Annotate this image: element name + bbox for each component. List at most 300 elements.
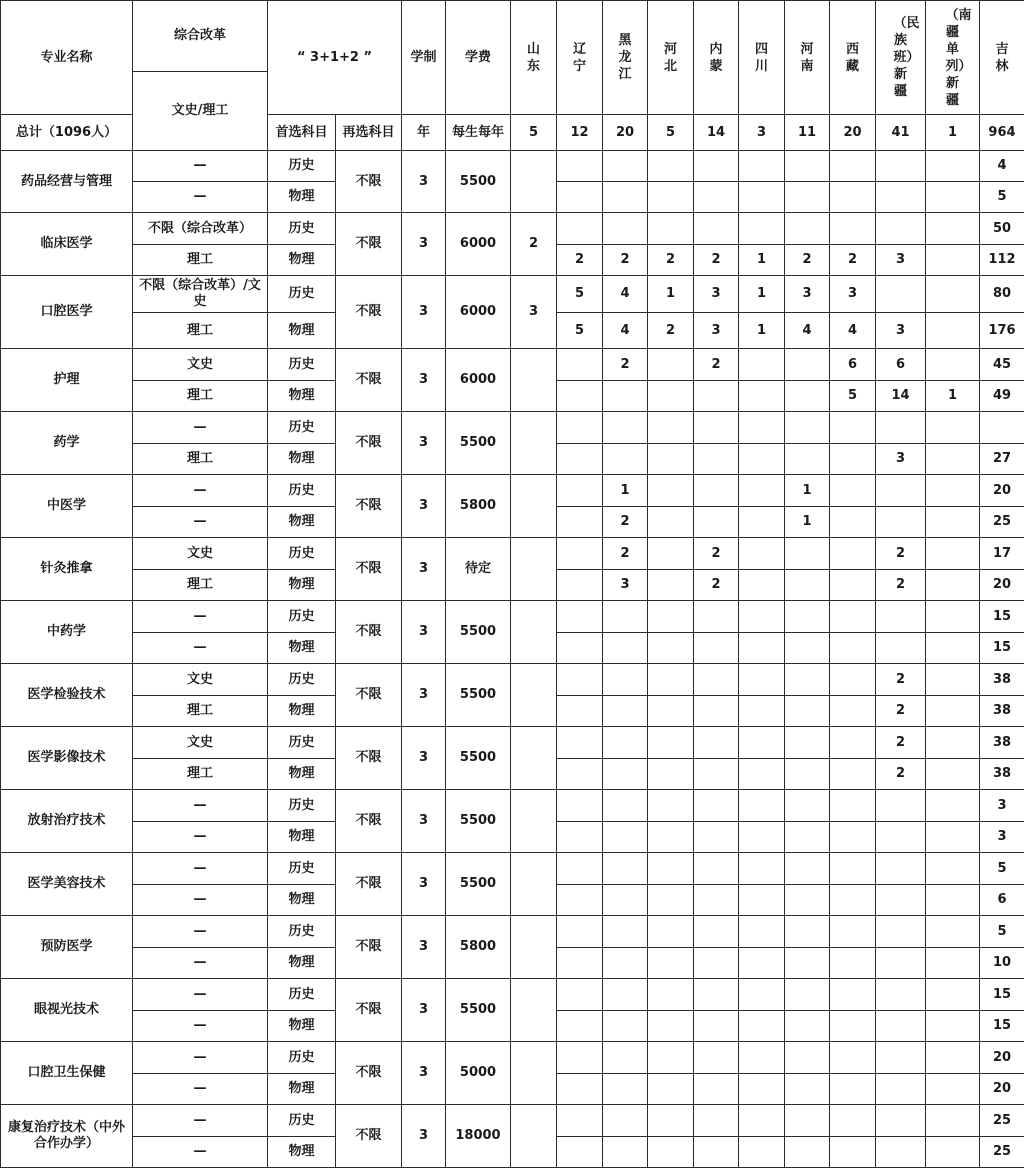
province-count: 15 [980,979,1024,1011]
province-count [511,349,557,412]
first-subject: 历史 [268,979,336,1011]
fee-value: 5800 [446,916,511,979]
province-count [648,538,694,570]
province-count [926,853,980,885]
province-count [876,1042,926,1074]
table-row [1,412,1024,444]
reform-type [133,727,268,759]
major-name-text: 医学检验技术 [5,687,129,703]
province-count [739,1137,785,1168]
reform-type [133,1011,268,1042]
province-count [557,151,603,182]
reform-type [133,916,268,948]
fee-value: 5500 [446,790,511,853]
first-subject: 历史 [268,276,336,313]
reform-type-text: — [136,861,264,877]
first-subject: 物理 [268,570,336,601]
province-count [648,1011,694,1042]
second-subject: 不限 [336,475,402,538]
province-count [557,1074,603,1105]
second-subject: 不限 [336,1105,402,1168]
reform-type [133,979,268,1011]
province-count [603,885,648,916]
reform-type [133,822,268,853]
province-count [830,916,876,948]
table-row [1,601,1024,633]
reform-type-text: — [136,1018,264,1034]
reform-type-text: 理工 [136,703,264,719]
major-name-text: 中医学 [5,498,129,514]
province-count [648,885,694,916]
province-count [739,601,785,633]
province-count: 5 [557,313,603,349]
province-count [830,182,876,213]
province-count [603,1105,648,1137]
second-subject-header: 再选科目 [336,115,402,151]
province-count [876,1011,926,1042]
province-count [876,948,926,979]
province-count [694,633,739,664]
province-header-hebei: 河北 [648,1,694,115]
province-count [694,979,739,1011]
province-count [557,570,603,601]
reform-type-text: 理工 [136,577,264,593]
province-count [603,601,648,633]
reform-type-text: 文史 [136,672,264,688]
province-count [926,475,980,507]
province-count [648,759,694,790]
total-value: 20 [603,115,648,151]
province-count [694,759,739,790]
province-count [739,1042,785,1074]
reform-type [133,313,268,349]
province-count [557,601,603,633]
major-name-text: 预防医学 [5,939,129,955]
second-subject: 不限 [336,538,402,601]
province-count [739,475,785,507]
province-count: 80 [980,276,1024,313]
province-count [603,664,648,696]
province-header-jilin: 吉林 [980,1,1024,115]
table-row [1,664,1024,696]
province-count: 3 [876,444,926,475]
province-count [603,727,648,759]
province-count: 1 [739,245,785,276]
province-count [926,790,980,822]
province-count [648,182,694,213]
province-count [557,759,603,790]
xuezhi-value: 3 [402,790,446,853]
province-count [557,885,603,916]
province-count [603,633,648,664]
first-subject: 物理 [268,696,336,727]
province-count [926,313,980,349]
year-unit: 年 [402,115,446,151]
province-count [876,213,926,245]
major-name [1,1042,133,1105]
province-count [648,381,694,412]
province-header-neimeng: 内蒙 [694,1,739,115]
province-count [785,601,830,633]
first-subject: 历史 [268,151,336,182]
province-count [694,1011,739,1042]
province-count [830,633,876,664]
table-row [1,151,1024,182]
xuezhi-header: 学制 [402,1,446,115]
province-count [830,664,876,696]
province-count [926,151,980,182]
province-count: 2 [603,245,648,276]
province-count [557,790,603,822]
province-count [694,664,739,696]
total-label: 总计（1096人） [1,115,133,151]
province-count [830,790,876,822]
reform-type [133,213,268,245]
table-row [1,790,1024,822]
xuezhi-value: 3 [402,475,446,538]
second-subject: 不限 [336,1042,402,1105]
province-count [603,1137,648,1168]
table-row [1,916,1024,948]
province-count: 27 [980,444,1024,475]
province-count: 14 [876,381,926,412]
major-name [1,853,133,916]
total-value: 3 [739,115,785,151]
province-header-xinjiang-minzu: （民族班）新疆 [876,1,926,115]
province-count: 49 [980,381,1024,412]
province-count [694,853,739,885]
table-row [1,1042,1024,1074]
province-count [648,412,694,444]
province-count [926,822,980,853]
province-count [511,790,557,853]
province-count [926,507,980,538]
province-count [603,412,648,444]
province-count [785,570,830,601]
province-count [830,151,876,182]
table-row [1,853,1024,885]
fee-value: 6000 [446,213,511,276]
second-subject: 不限 [336,916,402,979]
reform-type [133,1074,268,1105]
province-count [926,979,980,1011]
province-header-shandong: 山东 [511,1,557,115]
xuezhi-value: 3 [402,979,446,1042]
province-count [739,664,785,696]
province-count [926,444,980,475]
province-count [739,853,785,885]
province-count: 2 [648,313,694,349]
table-row [1,538,1024,570]
reform-type-text: 不限（综合改革）/文史 [136,278,264,310]
province-count [603,1074,648,1105]
province-count: 5 [830,381,876,412]
province-count [830,822,876,853]
province-count [739,759,785,790]
reform-type-text: — [136,892,264,908]
first-subject: 物理 [268,948,336,979]
province-count [557,507,603,538]
province-count [694,948,739,979]
province-count [830,759,876,790]
reform-type [133,349,268,381]
province-count [785,948,830,979]
province-count: 38 [980,759,1024,790]
province-count [511,916,557,979]
province-count [876,151,926,182]
province-count [603,1042,648,1074]
province-count: 3 [876,313,926,349]
province-count [926,570,980,601]
major-name-text: 临床医学 [5,236,129,252]
province-count [557,853,603,885]
province-count [557,727,603,759]
province-count [785,381,830,412]
province-count: 2 [694,570,739,601]
second-subject: 不限 [336,276,402,349]
reform-type-text: — [136,514,264,530]
reform-type-text: — [136,1113,264,1129]
province-count: 38 [980,696,1024,727]
first-subject: 历史 [268,1105,336,1137]
reform-type-text: 理工 [136,323,264,339]
province-count [926,759,980,790]
province-count [876,633,926,664]
province-count: 3 [694,276,739,313]
province-count [876,475,926,507]
major-name-text: 放射治疗技术 [5,813,129,829]
province-count: 3 [511,276,557,349]
major-name [1,412,133,475]
province-count [926,213,980,245]
reform-type [133,948,268,979]
major-name-text: 药学 [5,435,129,451]
province-count [648,601,694,633]
major-name [1,213,133,276]
province-count: 4 [980,151,1024,182]
province-count [739,916,785,948]
province-count: 1 [926,381,980,412]
province-count [926,1074,980,1105]
province-count [511,1042,557,1105]
fee-value: 6000 [446,276,511,349]
reform-type-text: — [136,189,264,205]
province-count [557,916,603,948]
province-count [739,412,785,444]
province-count [926,696,980,727]
major-name [1,151,133,213]
fee-value: 5500 [446,664,511,727]
province-count [694,1074,739,1105]
reform-type-text: — [136,1144,264,1160]
total-value: 5 [648,115,694,151]
province-count [694,182,739,213]
reform-type-text: — [136,158,264,174]
reform-type [133,276,268,313]
arts-sci-header: 文史/理工 [133,72,268,151]
table-row [1,727,1024,759]
province-count [876,790,926,822]
total-value: 5 [511,115,557,151]
province-count [785,853,830,885]
province-count [603,916,648,948]
scheme-header: “ 3+1+2 ” [268,1,402,115]
province-count: 15 [980,1011,1024,1042]
province-count: 20 [980,1074,1024,1105]
province-count [739,727,785,759]
first-subject: 历史 [268,538,336,570]
reform-type [133,475,268,507]
province-count [926,276,980,313]
province-count: 5 [980,853,1024,885]
province-count [648,1105,694,1137]
reform-type [133,151,268,182]
province-header-xinjiang-nanjiang: （南疆单列）新疆 [926,1,980,115]
second-subject: 不限 [336,151,402,213]
fee-value: 18000 [446,1105,511,1168]
xuezhi-value: 3 [402,916,446,979]
province-count [876,507,926,538]
province-count [830,1137,876,1168]
province-count [557,979,603,1011]
province-count [694,475,739,507]
xuezhi-value: 3 [402,349,446,412]
major-name [1,538,133,601]
province-count: 38 [980,727,1024,759]
major-name [1,916,133,979]
reform-type [133,790,268,822]
province-count [785,444,830,475]
reform-type-text: — [136,640,264,656]
province-count [739,948,785,979]
province-count: 3 [830,276,876,313]
province-count [648,349,694,381]
province-count [557,1137,603,1168]
province-count [603,213,648,245]
province-count [926,633,980,664]
province-count [785,979,830,1011]
province-count [511,727,557,790]
province-count [694,916,739,948]
major-name [1,727,133,790]
province-count: 3 [603,570,648,601]
province-count [785,1011,830,1042]
first-subject: 物理 [268,1011,336,1042]
province-count: 4 [603,276,648,313]
province-count: 3 [980,822,1024,853]
reform-type [133,696,268,727]
province-count: 15 [980,601,1024,633]
fee-value: 5800 [446,475,511,538]
major-name-text: 康复治疗技术（中外合作办学） [5,1120,129,1152]
reform-type [133,381,268,412]
province-count [648,979,694,1011]
reform-type [133,664,268,696]
province-count [557,822,603,853]
province-count [830,1011,876,1042]
reform-type [133,412,268,444]
total-value: 41 [876,115,926,151]
province-count: 3 [694,313,739,349]
first-subject: 物理 [268,885,336,916]
reform-type [133,601,268,633]
province-count: 2 [511,213,557,276]
second-subject: 不限 [336,727,402,790]
province-count [926,664,980,696]
province-count [785,151,830,182]
reform-type-text: 理工 [136,388,264,404]
province-count [648,444,694,475]
province-count [648,1074,694,1105]
province-count [557,412,603,444]
second-subject: 不限 [336,412,402,475]
province-count [739,507,785,538]
province-count [603,948,648,979]
first-subject: 物理 [268,822,336,853]
province-count [694,885,739,916]
reform-type-text: — [136,829,264,845]
table-row [1,475,1024,507]
province-count [785,1105,830,1137]
reform-type [133,507,268,538]
province-count [648,1137,694,1168]
first-subject: 历史 [268,601,336,633]
province-count [557,475,603,507]
reform-type-text: 文史 [136,735,264,751]
province-count: 15 [980,633,1024,664]
province-count [739,885,785,916]
first-subject: 历史 [268,916,336,948]
second-subject: 不限 [336,213,402,276]
province-count: 3 [785,276,830,313]
first-subject: 历史 [268,349,336,381]
province-count [830,853,876,885]
province-count [785,1074,830,1105]
province-count [648,664,694,696]
total-value: 11 [785,115,830,151]
province-count: 2 [830,245,876,276]
province-count [694,412,739,444]
table-row [1,276,1024,313]
province-count [739,444,785,475]
fee-value: 5500 [446,601,511,664]
province-count [739,1011,785,1042]
reform-type-text: 理工 [136,451,264,467]
province-count [876,276,926,313]
xuezhi-value: 3 [402,412,446,475]
province-count [876,1074,926,1105]
reform-type [133,538,268,570]
first-subject: 历史 [268,727,336,759]
province-count [926,727,980,759]
province-count: 2 [603,538,648,570]
province-count [926,1105,980,1137]
province-count [557,349,603,381]
province-count [694,381,739,412]
province-count: 45 [980,349,1024,381]
province-count: 2 [785,245,830,276]
province-count: 25 [980,1137,1024,1168]
province-count [830,475,876,507]
province-count [694,151,739,182]
reform-type-text: — [136,987,264,1003]
province-count [830,979,876,1011]
first-subject: 历史 [268,664,336,696]
province-count: 20 [980,1042,1024,1074]
province-count: 5 [980,182,1024,213]
major-name-text: 口腔医学 [5,304,129,320]
first-subject: 历史 [268,1042,336,1074]
